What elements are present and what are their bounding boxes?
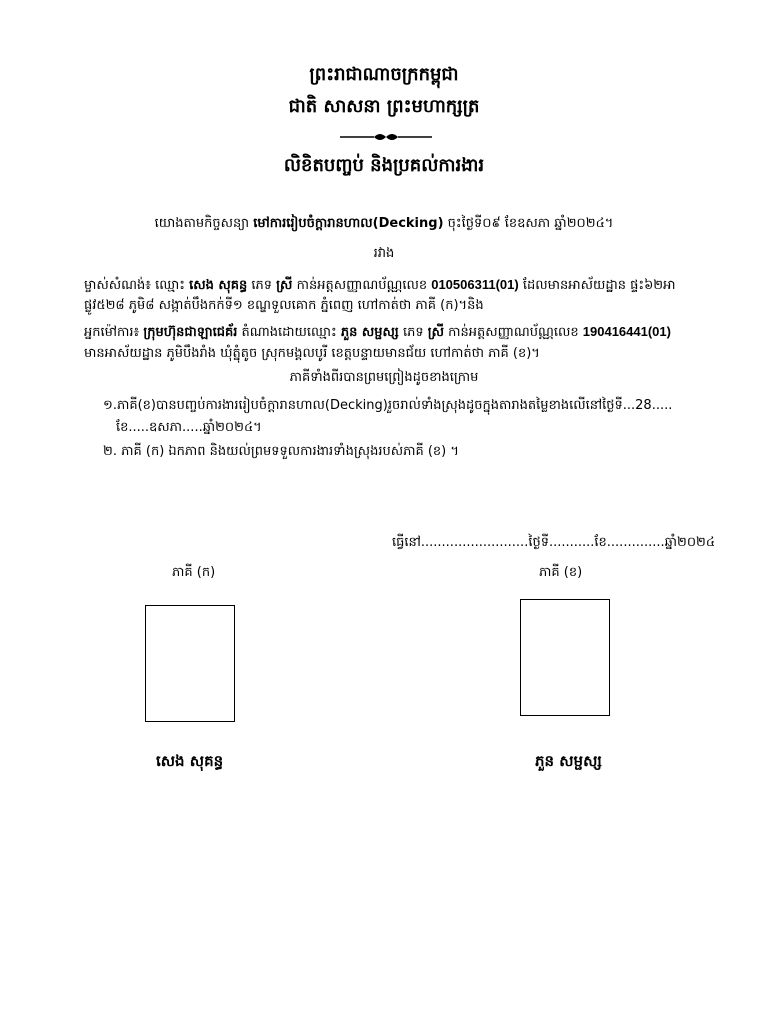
party-a-sex-label: ភេទ	[251, 278, 273, 293]
party-b-signature-box	[520, 599, 610, 716]
party-a-signature-box	[145, 605, 235, 722]
party-b-sex: ស្រី	[427, 325, 444, 340]
party-a-signatory-name: សេង សុគន្ធ	[156, 752, 224, 770]
intro-date: ចុះថ្ងៃទី០៩ ខែឧសភា ឆ្នាំ២០២៤។	[447, 216, 614, 231]
document-title: លិខិតបញ្ចប់ និងប្រគល់ការងារ	[283, 155, 485, 176]
intro-prefix: យោងតាមកិច្ចសន្យា	[154, 216, 250, 231]
party-a-address-start: ដែលមានអាស័យដ្ឋាន ផ្ទះ៦២អា	[522, 278, 676, 293]
ornament-divider-icon	[340, 130, 432, 144]
party-a-address-rest: ផ្លូវ៥២៨ ភូមិ៨ សង្កាត់បឹងកក់ទី១ ខណ្ឌទួលគោក ភ្នំពេញ ហៅកាត់ថា ភាគី (ក)។និង	[84, 298, 484, 313]
kingdom-heading: ព្រះរាជាណាចក្រកម្ពុជា	[309, 64, 459, 85]
party-b-line-1	[84, 322, 671, 343]
party-a-id-number: 010506311(01)	[431, 277, 519, 292]
clause-1-line-2: ខែ.....ឧសភា.....ឆ្នាំ២០២៤។	[116, 420, 262, 435]
between-label: រវាង	[373, 246, 395, 261]
party-a-sex: ស្រី	[276, 278, 293, 293]
party-b-company: ក្រុមហ៊ុនជាឡាជេគ័រ	[143, 325, 238, 340]
party-b-id-label: កាន់អត្តសញ្ញាណប័ណ្ណលេខ	[448, 325, 579, 340]
party-b-rep-label: តំណាងដោយឈ្មោះ	[241, 325, 337, 340]
party-b-address: មានអាស័យដ្ឋាន ភូមិបឹងរាំង ឃុំត្នុំតូច ស្រុកមង្គលបូរី ខេត្តបន្ទាយមានជ័យ ហៅកាត់ថា ភាគី (ខ)។	[84, 346, 540, 361]
signing-date-line: ធ្វើនៅ..........................ថ្ងៃទី...........ខែ..............ឆ្នាំ២០២៤	[392, 535, 716, 550]
party-b-name: ភួន សម្ផស្ស	[340, 325, 399, 340]
party-b-id-number: 190416441(01)	[582, 324, 671, 339]
party-a-signature-label: ភាគី (ក)	[172, 565, 216, 580]
intro-subject: មៅការរៀបចំក្ដារានហាល(Decking)	[253, 216, 444, 231]
clause-1-line-1: ១.ភាគី(ខ)បានបញ្ចប់ការងាររៀបចំក្ដារានហាល(Decking)រួចរាល់ទាំងស្រុងដូចក្នុងតារាងតម្លៃខាងលើនៅថ្ងៃទី...28.....	[103, 398, 673, 413]
party-b-sex-label: ភេទ	[402, 325, 424, 340]
party-b-signature-label: ភាគី (ខ)	[539, 565, 583, 580]
party-b-signatory-name: ភួន សម្ផស្ស	[535, 752, 602, 770]
motto-heading: ជាតិ សាសនា ព្រះមហាក្សត្រ	[288, 96, 480, 117]
party-a-name: សេង សុគន្ធ	[189, 278, 248, 293]
party-a-id-label: កាន់អត្តសញ្ញាណប័ណ្ណលេខ	[296, 278, 428, 293]
agreement-line: ភាគីទាំងពីរបានព្រមព្រៀងដូចខាងក្រោម	[289, 370, 479, 385]
party-a-line-1	[84, 275, 676, 296]
clause-2: ២. ភាគី (ក) ឯកភាព និងយល់ព្រមទទួលការងារទាំងស្រុងរបស់ភាគី (ខ) ។	[103, 444, 459, 459]
party-a-label: ម្ចាស់សំណង់៖ ឈ្មោះ	[84, 278, 185, 293]
intro-line	[0, 214, 768, 234]
party-b-label: អ្នកម៉ៅការ៖	[84, 325, 140, 340]
